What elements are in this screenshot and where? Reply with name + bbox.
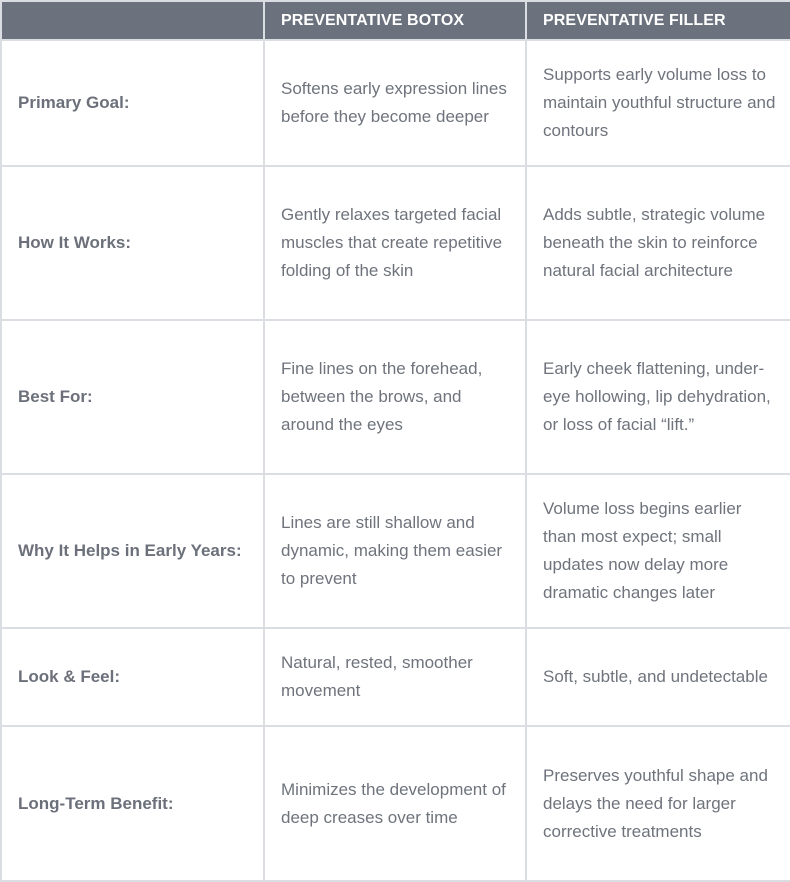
header-botox: PREVENTATIVE BOTOX (264, 1, 526, 40)
header-filler: PREVENTATIVE FILLER (526, 1, 790, 40)
row-label: How It Works: (1, 166, 264, 320)
row-label: Primary Goal: (1, 40, 264, 166)
botox-cell: Minimizes the development of deep creases over time (264, 726, 526, 881)
filler-cell: Early cheek flattening, under-eye hollowing, lip dehydration, or loss of facial “lift.” (526, 320, 790, 474)
header-empty-cell (1, 1, 264, 40)
botox-cell: Natural, rested, smoother movement (264, 628, 526, 726)
table-header (1, 1, 790, 40)
row-label: Long-Term Benefit: (1, 726, 264, 881)
filler-cell: Soft, subtle, and undetectable (526, 628, 790, 726)
table-row (1, 166, 790, 320)
filler-cell: Adds subtle, strategic volume beneath the skin to reinforce natural facial architecture (526, 166, 790, 320)
table-row (1, 726, 790, 881)
header-row (1, 1, 790, 40)
table-row (1, 40, 790, 166)
filler-cell: Supports early volume loss to maintain youthful structure and contours (526, 40, 790, 166)
table-row (1, 474, 790, 628)
row-label: Why It Helps in Early Years: (1, 474, 264, 628)
botox-cell: Gently relaxes targeted facial muscles that create repetitive folding of the skin (264, 166, 526, 320)
filler-cell: Preserves youthful shape and delays the need for larger corrective treatments (526, 726, 790, 881)
botox-cell: Softens early expression lines before they become deeper (264, 40, 526, 166)
row-label: Best For: (1, 320, 264, 474)
botox-cell: Lines are still shallow and dynamic, making them easier to prevent (264, 474, 526, 628)
filler-cell: Volume loss begins earlier than most expect; small updates now delay more dramatic changes later (526, 474, 790, 628)
table-body (1, 40, 790, 881)
table-row (1, 628, 790, 726)
table-row (1, 320, 790, 474)
botox-cell: Fine lines on the forehead, between the brows, and around the eyes (264, 320, 526, 474)
row-label: Look & Feel: (1, 628, 264, 726)
